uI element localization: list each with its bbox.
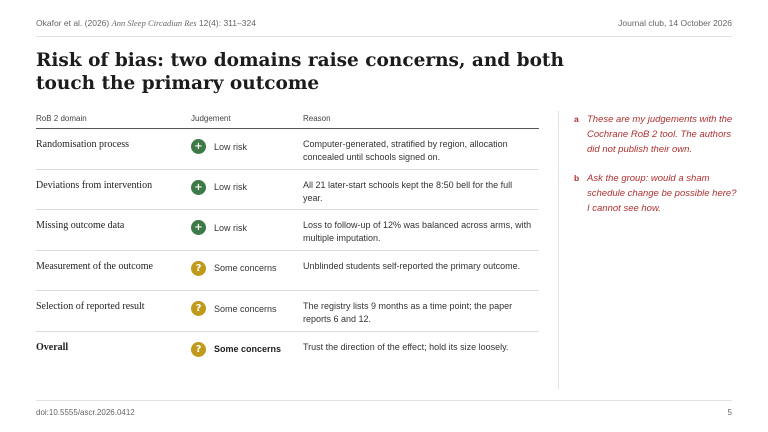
note-marker: b xyxy=(574,173,580,183)
row-domain: Overall xyxy=(36,341,69,353)
header-divider xyxy=(36,36,732,37)
table-row xyxy=(36,170,539,211)
citation-authors: Okafor et al. (2026) xyxy=(36,18,110,28)
low-risk-icon: + xyxy=(191,139,206,154)
footer-divider xyxy=(36,400,732,401)
some-concerns-icon: ? xyxy=(191,342,206,357)
judgement-label: Some concerns xyxy=(214,344,282,354)
table-row xyxy=(36,129,539,170)
notes-divider xyxy=(558,111,559,389)
row-judgement xyxy=(191,219,303,235)
header-reason: Reason xyxy=(303,114,331,123)
row-domain: Selection of reported result xyxy=(36,301,145,312)
judgement-label: Low risk xyxy=(214,222,248,233)
table-row xyxy=(36,210,539,251)
row-judgement xyxy=(191,300,303,316)
table-row xyxy=(36,251,539,292)
row-judgement xyxy=(191,260,303,276)
note-item xyxy=(574,112,739,157)
footer-bar xyxy=(36,406,732,418)
note-text: These are my judgements with the Cochrane RoB 2 tool. The authors did not publish their own. xyxy=(587,114,733,155)
note-text: Ask the group: would a sham schedule change be possible here? I cannot see how. xyxy=(587,173,737,214)
note-item xyxy=(574,171,739,216)
doi-label: doi:10.5555/ascr.2026.0412 xyxy=(36,407,135,417)
row-domain: Deviations from intervention xyxy=(36,179,153,191)
row-reason: Trust the direction of the effect; hold its size loosely. xyxy=(303,341,509,352)
rob-table xyxy=(36,109,539,372)
row-judgement xyxy=(191,138,303,154)
side-notes xyxy=(574,112,739,230)
table-row-overall xyxy=(36,332,539,373)
note-marker: a xyxy=(574,114,579,124)
some-concerns-icon: ? xyxy=(191,301,206,316)
table-header xyxy=(36,109,539,129)
page-title: Risk of bias: two domains raise concerns, and both touch the primary outcome xyxy=(36,50,564,94)
event-label: Journal club, 14 October 2026 xyxy=(618,18,732,28)
judgement-label: Some concerns xyxy=(214,263,277,273)
some-concerns-icon: ? xyxy=(191,261,206,276)
row-reason: The registry lists 9 months as a time point; the paper reports 6 and 12. xyxy=(303,301,513,324)
header-domain: RoB 2 domain xyxy=(36,114,87,123)
row-reason: All 21 later-start schools kept the 8:50 bell for the full year. xyxy=(303,179,513,203)
header-bar xyxy=(36,15,732,31)
citation-volume: 12(4): 311–324 xyxy=(198,18,256,28)
judgement-label: Low risk xyxy=(214,141,248,152)
judgement-label: Some concerns xyxy=(214,303,277,314)
row-domain: Measurement of the outcome xyxy=(36,260,153,272)
row-reason: Loss to follow-up of 12% was balanced across arms, with multiple imputation. xyxy=(303,220,532,243)
citation-journal: Ann Sleep Circadian Res xyxy=(111,18,197,28)
row-judgement xyxy=(191,179,303,195)
low-risk-icon: + xyxy=(191,220,206,235)
low-risk-icon: + xyxy=(191,180,206,195)
row-reason: Unblinded students self-reported the primary outcome. xyxy=(303,260,521,271)
page-number: 5 xyxy=(727,407,732,417)
row-judgement xyxy=(191,341,303,357)
citation xyxy=(36,18,256,28)
header-judgement: Judgement xyxy=(191,114,231,123)
row-domain: Missing outcome data xyxy=(36,220,125,231)
row-domain: Randomisation process xyxy=(36,139,130,150)
row-reason: Computer-generated, stratified by region, allocation concealed until schools signed on. xyxy=(303,139,508,162)
judgement-label: Low risk xyxy=(214,182,248,192)
table-row xyxy=(36,291,539,332)
